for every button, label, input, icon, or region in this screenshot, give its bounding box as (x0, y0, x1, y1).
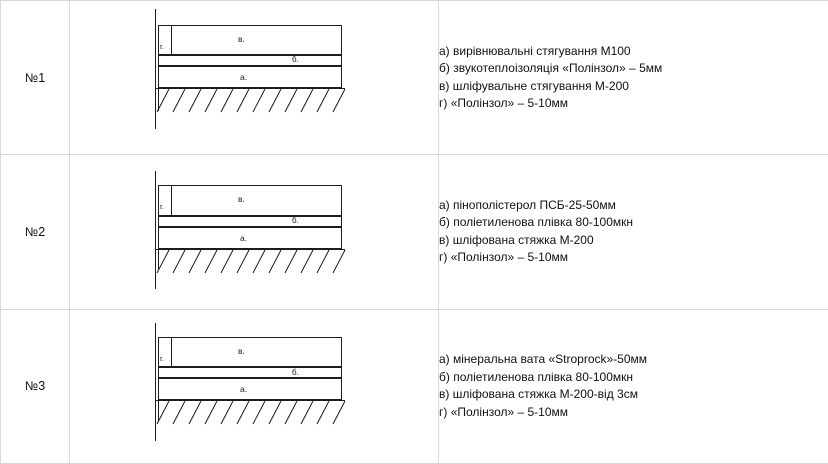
row-label: №1 (24, 70, 46, 85)
layer-a-block (158, 378, 342, 400)
row-description-cell (439, 309, 828, 463)
description-line: а) мінеральна вата «Stroprock»-50мм (439, 352, 648, 367)
row-description-cell (439, 155, 828, 309)
layer-label-a: а. (240, 384, 248, 395)
description-line: в) шліфувальне стягування М-200 (439, 78, 629, 93)
description-line: в) шліфована стяжка М-200 (439, 232, 594, 247)
row-label: №2 (24, 224, 46, 239)
layer-b-block (158, 55, 342, 66)
ground-hatching-icon (155, 400, 347, 426)
description-line: в) шліфована стяжка М-200-від 3см (439, 387, 638, 402)
description-line: б) поліетиленова плівка 80-100мкн (439, 369, 634, 384)
layer-label-g: г. (160, 41, 164, 51)
row-diagram-cell (70, 309, 439, 463)
layer-label-v: в. (238, 346, 245, 357)
description-line: а) вирівнювальні стягування М100 (439, 43, 631, 58)
row-label-cell (1, 309, 70, 463)
layer-v-block (158, 337, 342, 367)
row-label-cell (1, 155, 70, 309)
row-description-cell (439, 1, 828, 155)
floor-section-diagram (70, 5, 438, 151)
description-line: г) «Полінзол» – 5-10мм (439, 250, 569, 265)
layer-label-b: б. (292, 55, 299, 65)
floor-section-diagram (70, 159, 438, 305)
table-row (1, 309, 828, 463)
description-line: а) пінополістерол ПСБ-25-50мм (439, 197, 616, 212)
layer-v-block (158, 185, 342, 216)
layer-a-block (158, 66, 342, 88)
layer-b-block (158, 367, 342, 378)
layer-label-a: а. (240, 232, 248, 243)
layer-label-b: б. (292, 216, 299, 226)
description-line: б) поліетиленова плівка 80-100мкн (439, 215, 634, 230)
layer-a-block (158, 227, 342, 249)
layer-label-g: г. (160, 354, 164, 364)
table-row (1, 155, 828, 309)
floor-section-diagram (70, 313, 438, 459)
description-line: г) «Полінзол» – 5-10мм (439, 404, 569, 419)
table-row (1, 1, 828, 155)
layer-b-block (158, 216, 342, 227)
ground-hatching-icon (155, 249, 347, 275)
layer-label-b: б. (292, 367, 299, 377)
layer-label-v: в. (238, 33, 245, 44)
row-label: №3 (24, 379, 46, 394)
layer-label-v: в. (238, 193, 245, 204)
layer-label-a: а. (240, 71, 248, 82)
layer-g-block (158, 185, 172, 216)
description-line: г) «Полінзол» – 5-10мм (439, 96, 569, 111)
layer-v-block (158, 25, 342, 55)
row-diagram-cell (70, 155, 439, 309)
description-line: б) звукотеплоізоляція «Полінзол» – 5мм (439, 61, 663, 76)
row-diagram-cell (70, 1, 439, 155)
row-label-cell (1, 1, 70, 155)
layer-label-g: г. (160, 201, 164, 211)
ground-hatching-icon (155, 88, 347, 114)
